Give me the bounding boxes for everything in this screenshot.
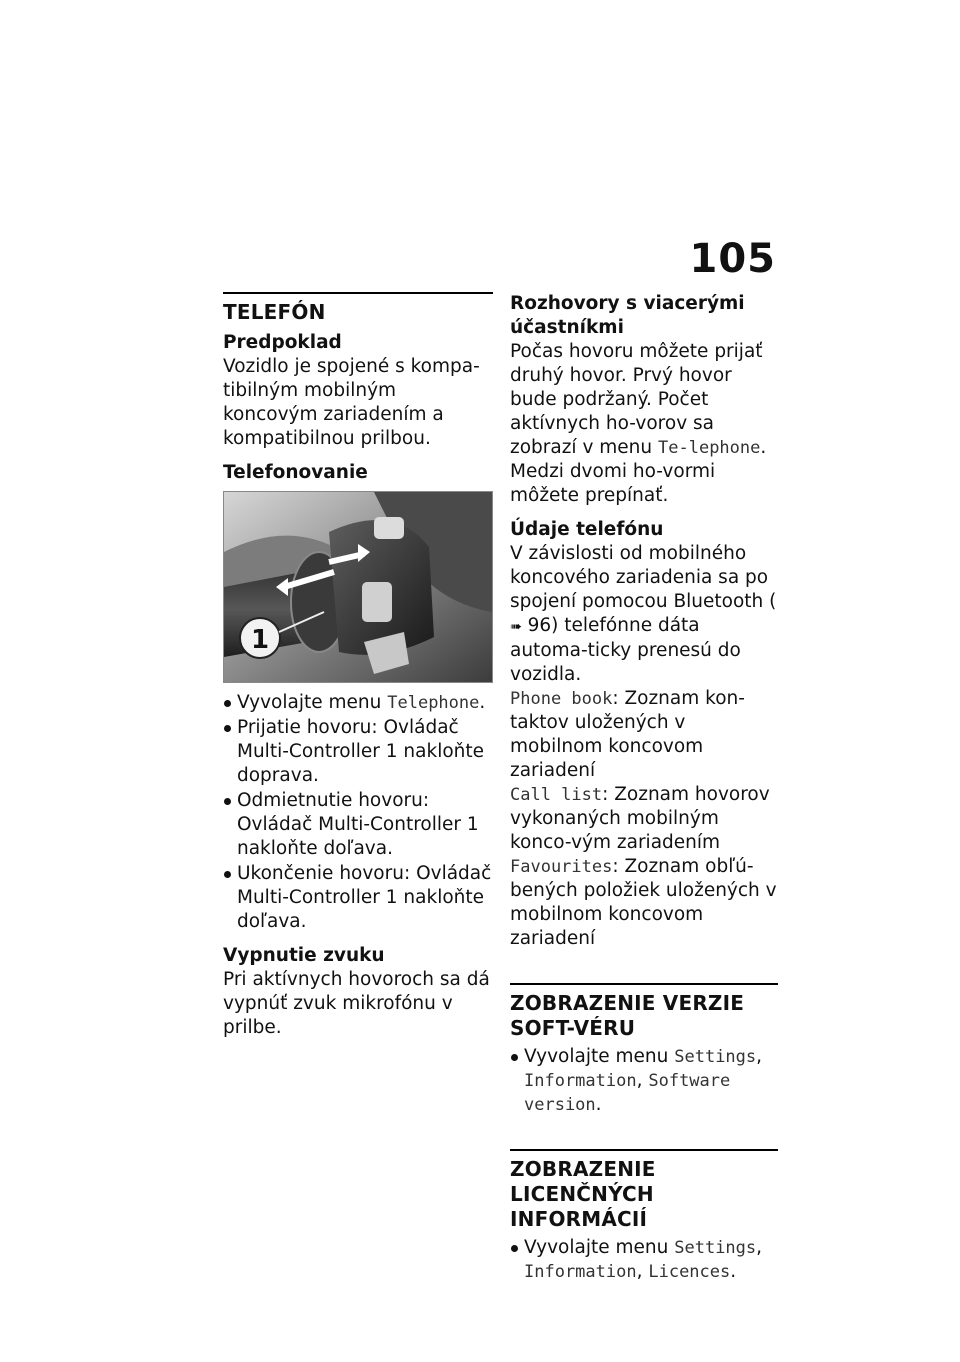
section-title-licences: ZOBRAZENIE LICENČNÝCH INFORMÁCIÍ	[510, 1157, 656, 1231]
section-title-telefon: TELEFÓN	[223, 300, 326, 324]
page-number: 105	[689, 236, 776, 282]
left-column	[223, 292, 493, 1050]
heading-phone-data: Údaje telefónu	[510, 519, 664, 540]
heading-vypnutie-zvuku: Vypnutie zvuku	[223, 945, 385, 966]
handlebar-controller-photo	[223, 491, 493, 683]
phone-book-item: Phone book: Zoznam kon-taktov uložených v mobilnom koncovom zariadení	[510, 688, 745, 781]
call-list-item: Call list: Zoznam hovorov vykonaných mobilným konco-vým zariadením	[510, 784, 770, 853]
page-reference-arrow-icon: ➠	[510, 619, 522, 635]
list-item: Odmietnutie hovoru: Ovládač Multi-Controller 1 nakloňte doľava.	[223, 789, 493, 861]
heading-multi-party: Rozhovory s viacerými účastníkmi	[510, 293, 745, 338]
list-item: Prijatie hovoru: Ovládač Multi-Controller 1 nakloňte doprava.	[223, 716, 493, 788]
multi-party-text: Počas hovoru môžete prijať druhý hovor. Prvý hovor bude podržaný. Počet aktívnych ho-vorov sa zobrazí v menu Te-lephone. Medzi dvomi ho-vormi môžete prepínať.	[510, 341, 767, 506]
menu-telephone-ref: Te-lephone	[658, 438, 761, 458]
section-rule	[510, 1149, 778, 1151]
prereq-text: Vozidlo je spojené s kompa-tibilným mobilným koncovým zariadením a kompatibilnou prilbou.	[223, 356, 480, 449]
heading-predpoklad: Predpoklad	[223, 332, 342, 353]
licence-bullets	[510, 1236, 778, 1284]
list-item: Vyvolajte menu Telephone.	[223, 691, 493, 715]
figure-callout-1: 1	[250, 625, 270, 655]
calling-bullets	[223, 691, 493, 934]
menu-telephone: Telephone	[387, 693, 480, 713]
right-column	[510, 292, 778, 1294]
section-rule	[510, 983, 778, 985]
heading-telefonovanie: Telefonovanie	[223, 462, 368, 483]
handlebar-illustration	[224, 492, 492, 682]
phone-data-text: V závislosti od mobilného koncového zariadenia sa po spojení pomocou Bluetooth (➠ 96) telefónne dáta automa-ticky prenesú do vozidla.	[510, 543, 777, 685]
favourites-item: Favourites: Zoznam obľú-bených položiek uložených v mobilnom koncovom zariadení	[510, 856, 777, 949]
mute-text: Pri aktívnych hovoroch sa dá vypnúť zvuk mikrofónu v prilbe.	[223, 969, 490, 1038]
list-item: Vyvolajte menu Settings, Information, Licences.	[510, 1236, 778, 1284]
software-bullets	[510, 1045, 778, 1117]
section-title-software: ZOBRAZENIE VERZIE SOFT-VÉRU	[510, 991, 745, 1040]
list-item: Vyvolajte menu Settings, Information, Software version.	[510, 1045, 778, 1117]
list-item: Ukončenie hovoru: Ovládač Multi-Controller 1 nakloňte doľava.	[223, 862, 493, 934]
section-rule	[223, 292, 493, 294]
